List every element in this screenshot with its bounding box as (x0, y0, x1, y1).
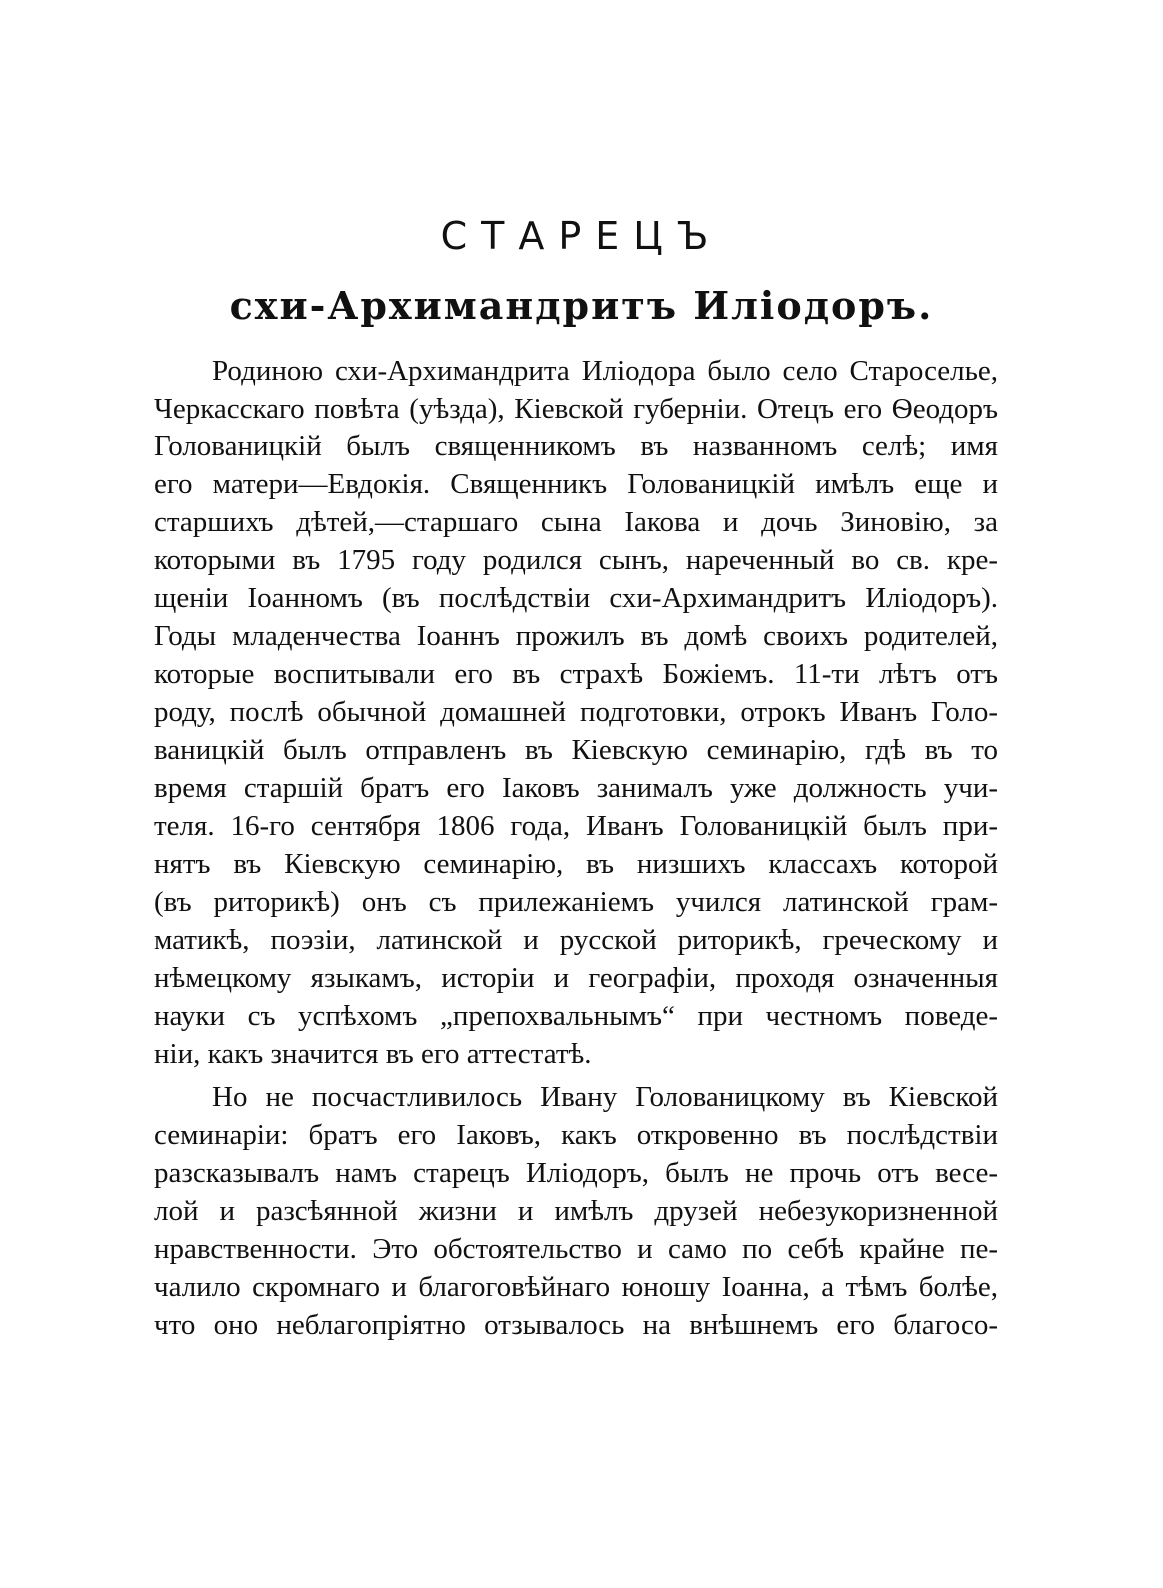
page-subtitle: схи-Архимандритъ Иліодоръ. (229, 283, 934, 328)
text-line: Родиною схи-Архимандрита Иліодора было село Староселье, (212, 355, 998, 387)
text-line: его матери—Евдокія. Священникъ Голованицкій имѣлъ еще и (154, 468, 998, 500)
text-line: нятъ въ Кіевскую семинарію, въ низшихъ классахъ которой (154, 848, 998, 880)
text-line: щеніи Іоанномъ (въ послѣдствіи схи-Архимандритъ Иліодоръ). (154, 582, 998, 614)
page-title: СТАРЕЦЪ (440, 214, 723, 258)
text-line: что оно неблагопріятно отзывалось на внѣшнемъ его благосо- (154, 1309, 998, 1341)
text-line: чалило скромнаго и благоговѣйнаго юношу Іоанна, а тѣмъ болѣе, (154, 1271, 998, 1303)
text-line: ваницкій былъ отправленъ въ Кіевскую семинарію, гдѣ въ то (154, 734, 998, 766)
text-line: время старшій братъ его Іаковъ занималъ уже должность учи- (154, 772, 998, 804)
text-line: которые воспитывали его въ страхѣ Божіемъ. 11-ти лѣтъ отъ (154, 658, 998, 690)
text-line: Голованицкій былъ священникомъ въ названномъ селѣ; имя (154, 430, 998, 462)
text-line: лой и разсѣянной жизни и имѣлъ друзей небезукоризненной (154, 1195, 998, 1227)
text-line: ніи, какъ значится въ его аттестатѣ. (154, 1038, 592, 1070)
text-line: Годы младенчества Іоаннъ прожилъ въ домѣ своихъ родителей, (154, 620, 998, 652)
text-line: теля. 16-го сентября 1806 года, Иванъ Голованицкій былъ при- (154, 810, 998, 842)
text-line: которыми въ 1795 году родился сынъ, нареченный во св. кре- (154, 544, 998, 576)
text-line: разсказывалъ намъ старецъ Иліодоръ, былъ не прочь отъ весе- (154, 1157, 998, 1189)
text-line: науки съ успѣхомъ „препохвальнымъ“ при честномъ поведе- (154, 1000, 998, 1032)
text-line: Черкасскаго повѣта (уѣзда), Кіевской губерніи. Отецъ его Ѳеодоръ (154, 393, 998, 425)
text-line: семинаріи: братъ его Іаковъ, какъ откровенно въ послѣдствіи (154, 1119, 998, 1151)
text-line: старшихъ дѣтей,—старшаго сына Іакова и дочь Зиновію, за (154, 506, 998, 538)
text-line: роду, послѣ обычной домашней подготовки, отрокъ Иванъ Голо- (154, 696, 998, 728)
text-line: Но не посчастливилось Ивану Голованицкому въ Кіевской (212, 1081, 998, 1113)
text-line: нѣмецкому языкамъ, исторіи и географіи, проходя означенныя (154, 962, 998, 994)
text-line: нравственности. Это обстоятельство и само по себѣ крайне пе- (154, 1233, 998, 1265)
text-line: (въ риторикѣ) онъ съ прилежаніемъ учился латинской грам- (154, 886, 998, 918)
text-line: матикѣ, поэзіи, латинской и русской риторикѣ, греческому и (154, 924, 998, 956)
